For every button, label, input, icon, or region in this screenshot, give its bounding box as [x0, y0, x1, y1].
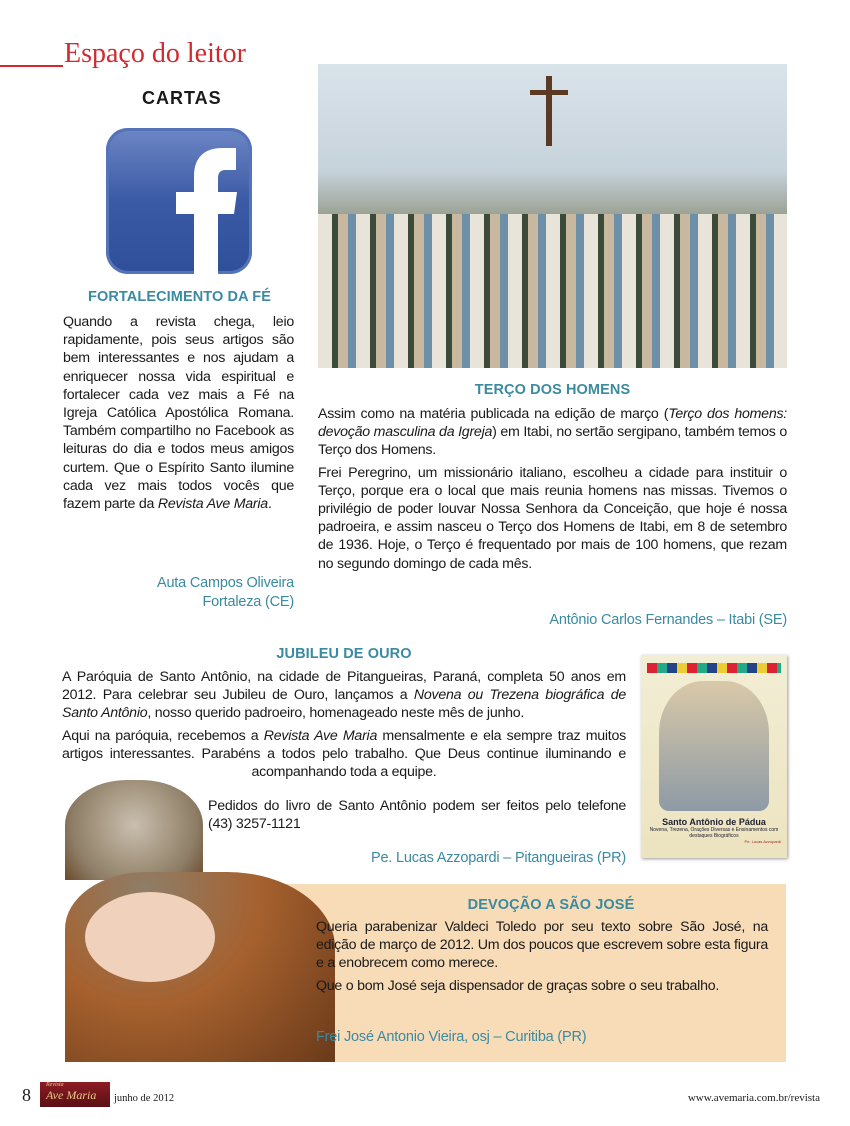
- letter-body: A Paróquia de Santo Antônio, na cidade de Pitangueiras, Paraná, completa 50 anos em 2012. Para celebrar seu Jubileu de Ouro, lançamos a Novena ou Trezena biográfica de Santo Antônio, nosso querido padroeiro, homenageado neste mês de junho. Aqui na paróquia, recebemos a Revista Ave Maria mensalmente e ela sempre traz muitos artigos interessantes. Parabéns a todos pelo trabalho. Que Deus continue iluminando e acompanhando toda a equipe.: [62, 669, 626, 781]
- group-photo: [318, 64, 787, 368]
- letter-heading: FORTALECIMENTO DA FÉ: [88, 289, 271, 305]
- letter-body: Assim como na matéria publicada na edição de março (Terço dos homens: devoção masculina da Igreja) em Itabi, no sertão sergipano, também temos o Terço dos Homens. Frei Peregrino, um missionário italiano, escolheu a cidade para instituir o Terço, porque era o local que mais reunia homens nas missas. Tivemos o privilégio de poder louvar Nossa Senhora da Conceição, que hoje é nossa padroeira, e assim nasceu o Terço dos Homens de Itabi, em 8 de setembro de 1936. Hoje, o Terço é frequentado por mais de 100 homens, que rezam no segundo domingo de cada mês.: [318, 406, 787, 572]
- saint-joseph-painting-head: [65, 780, 203, 880]
- facebook-icon: [106, 128, 252, 274]
- letter-heading: DEVOÇÃO A SÃO JOSÉ: [467, 897, 635, 913]
- letter-body: Quando a revista chega, leio rapidamente, pois seus artigos são bem interessantes e nos ajudam a enriquecer nossa vida espiritual e fortalecer cada vez mais a Fé na Igreja Católica Apostólica Romana. Também compartilho no Facebook as leituras do dia e todos meus amigos curtem. Que o Espírito Santo ilumine cada vez mais todos vocês que fazem parte da Revista Ave Maria.: [63, 314, 294, 513]
- section-title: Espaço do leitor: [64, 38, 246, 69]
- book-subtitle: Novena, Trezena, Orações Diversas e Ensinamentos com destaques Biográficos: [649, 827, 779, 839]
- book-cover: [641, 655, 787, 858]
- letter-heading: JUBILEU DE OURO: [276, 646, 412, 662]
- letter-signature: Antônio Carlos Fernandes – Itabi (SE): [549, 612, 787, 628]
- book-author: Pe. Lucas Azzopardi: [744, 839, 781, 844]
- magazine-logo: Revista Ave Maria: [40, 1082, 110, 1107]
- website-link[interactable]: www.avemaria.com.br/revista: [687, 1092, 820, 1104]
- order-info: Pedidos do livro de Santo Antônio podem ser feitos pelo telefone (43) 3257-1121: [208, 798, 626, 833]
- issue-date: junho de 2012: [114, 1093, 175, 1104]
- letter-signature: Pe. Lucas Azzopardi – Pitangueiras (PR): [371, 850, 626, 866]
- letter-heading: TERÇO DOS HOMENS: [474, 382, 631, 398]
- letter-body: Queria parabenizar Valdeci Toledo por seu texto sobre São José, na edição de março de 2012. Um dos poucos que escrevem sobre esta figura e a enobrecem como merece. Que o bom José seja dispensador de graças sobre o seu trabalho.: [316, 919, 768, 994]
- cartas-heading: CARTAS: [142, 88, 222, 108]
- page-number: 8: [22, 1085, 31, 1105]
- title-rule: [0, 65, 63, 67]
- book-title: Santo Antônio de Pádua: [662, 817, 766, 827]
- letter-signature: Auta Campos Oliveira Fortaleza (CE): [156, 575, 294, 610]
- saint-joseph-painting: [65, 872, 335, 1062]
- letter-signature: Frei José Antonio Vieira, osj – Curitiba (PR): [316, 1029, 587, 1045]
